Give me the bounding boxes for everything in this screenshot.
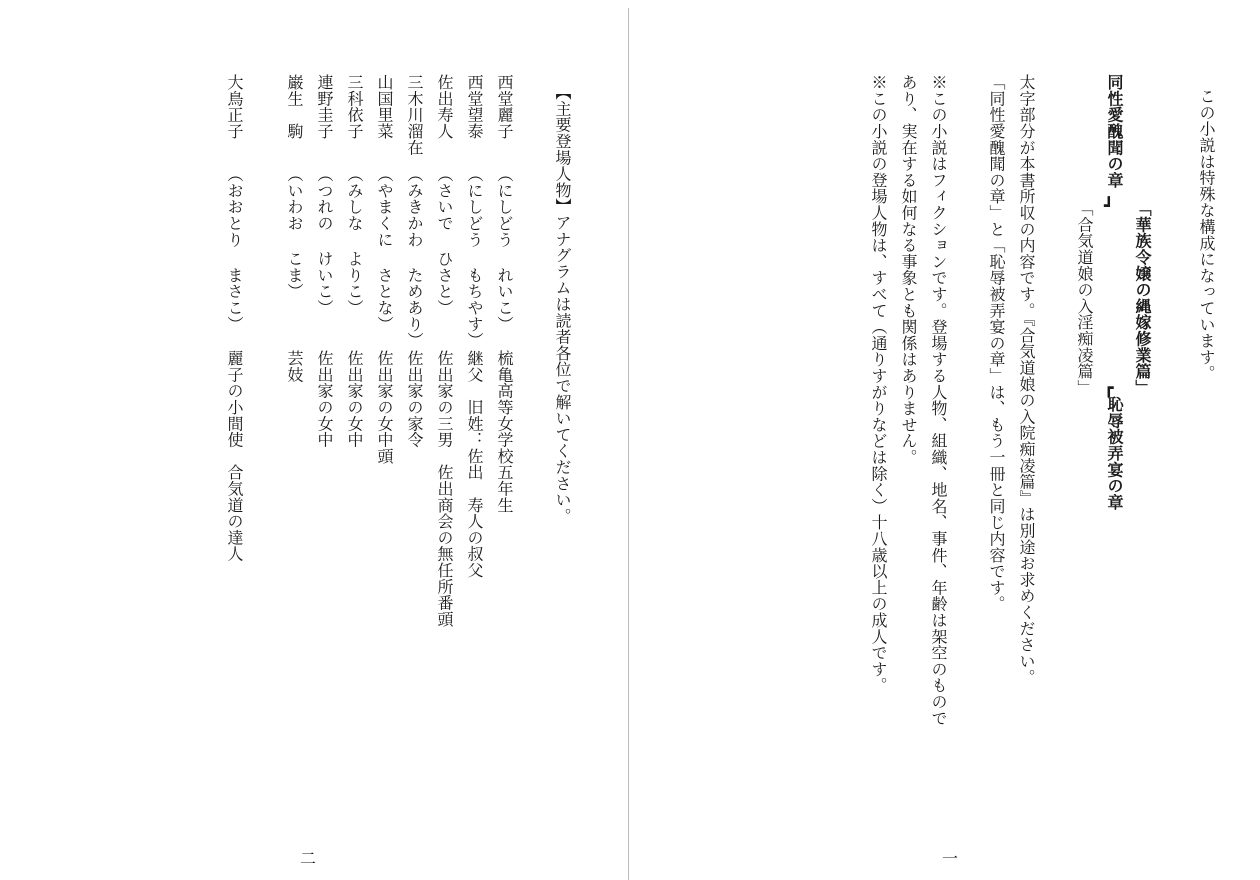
character-reading: （さいで ひさと） bbox=[435, 166, 454, 316]
character-role: 佐出家の女中 bbox=[315, 350, 334, 448]
note1-line1: ※この小説はフィクションです。登場する人物、組織、地名、事件、年齢は架空のもので bbox=[929, 74, 948, 726]
character-name: 三科依子 bbox=[345, 74, 364, 140]
chapter-1-bracket: ┛ bbox=[1104, 196, 1114, 215]
collection-title: 「華族令嬢の縄嫁修業篇」 bbox=[1133, 200, 1152, 396]
character-role: 佐出家の三男 佐出商会の無任所番頭 bbox=[435, 350, 454, 628]
character-role: 佐出家の家令 bbox=[405, 350, 424, 448]
character-role: 芸妓 bbox=[285, 350, 304, 383]
character-reading: （いわお こま） bbox=[285, 166, 304, 300]
chapter-1-title: 同性愛醜聞の章 bbox=[1105, 74, 1124, 189]
intro-text: この小説は特殊な構成になっています。 bbox=[1197, 88, 1216, 382]
chapter-2-title: 恥辱被弄宴の章 bbox=[1105, 396, 1124, 511]
character-reading: （みきかわ ためあり） bbox=[405, 166, 424, 349]
character-reading: （みしな よりこ） bbox=[345, 166, 364, 316]
characters-heading: 【主要登場人物】アナグラムは読者各位で解いてください。 bbox=[553, 84, 572, 525]
character-name: 巌生 駒 bbox=[285, 74, 304, 140]
page-divider bbox=[628, 8, 629, 880]
character-reading: （にしどう れいこ） bbox=[495, 166, 514, 332]
sub-title: 「合気道娘の入淫痴凌篇」 bbox=[1075, 200, 1094, 396]
character-role: 梳亀高等女学校五年生 bbox=[495, 350, 514, 513]
character-reading: （つれの けいこ） bbox=[315, 166, 334, 316]
para1-line1: 太字部分が本書所収の内容です。『合気道娘の入院痴凌篇』は別途お求めください。 bbox=[1017, 74, 1036, 686]
character-name: 佐出寿人 bbox=[435, 74, 454, 140]
character-role: 佐出家の女中 bbox=[345, 350, 364, 448]
character-reading: （にしどう もちやす） bbox=[465, 166, 484, 349]
character-name: 西堂望泰 bbox=[465, 74, 484, 140]
character-name: 連野圭子 bbox=[315, 74, 334, 140]
character-role: 佐出家の女中頭 bbox=[375, 350, 394, 465]
page-number-right: 一 bbox=[942, 849, 959, 868]
character-name: 大鳥正子 bbox=[225, 74, 244, 140]
chapter-2-bracket: ┏ bbox=[1104, 378, 1114, 397]
character-name: 西堂麗子 bbox=[495, 74, 514, 140]
note1-line2: あり、実在する如何なる事象とも関係はありません。 bbox=[899, 74, 918, 466]
character-reading: （やまくに さとな） bbox=[375, 166, 394, 332]
character-reading: （おおとり まさこ） bbox=[225, 166, 244, 332]
character-role: 麗子の小間使 合気道の達人 bbox=[225, 350, 244, 562]
page-number-left: 二 bbox=[300, 849, 317, 868]
character-role: 継父 旧姓：佐出 寿人の叔父 bbox=[465, 350, 484, 579]
character-name: 山国里菜 bbox=[375, 74, 394, 140]
character-name: 三木川溜在 bbox=[405, 74, 424, 156]
note2: ※この小説の登場人物は、すべて（通りすがりなどは除く）十八歳以上の成人です。 bbox=[869, 74, 888, 694]
para1-line2: 「同性愛醜聞の章」と「恥辱被弄宴の章」は、もう一冊と同じ内容です。 bbox=[987, 74, 1006, 612]
